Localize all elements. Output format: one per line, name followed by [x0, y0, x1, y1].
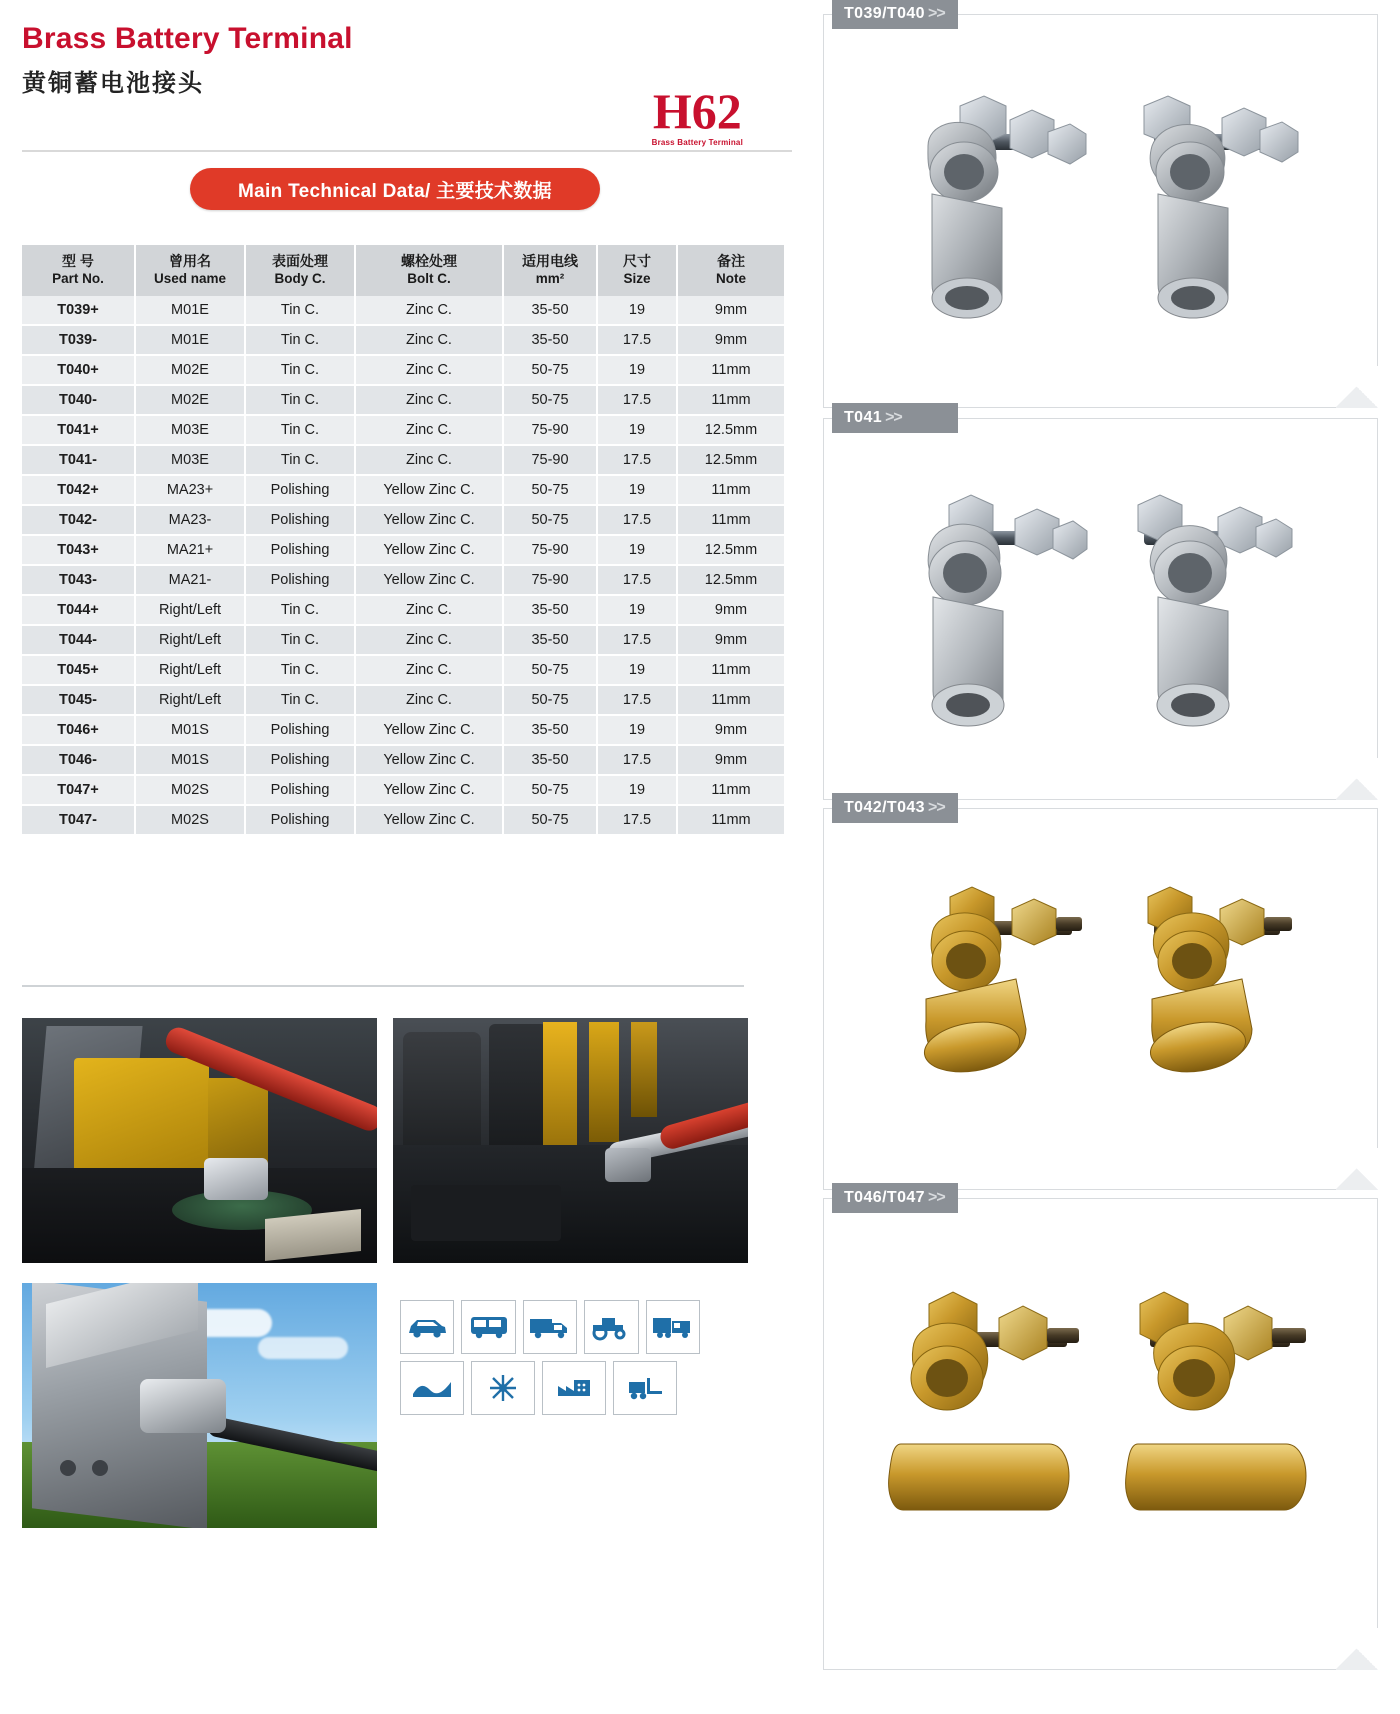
terminal-brass-left — [898, 869, 1088, 1129]
table-row — [22, 655, 784, 685]
right-column — [815, 0, 1400, 1714]
cell-bolt: Yellow Zinc C. — [355, 805, 503, 835]
cell-wire: 35-50 — [503, 625, 597, 655]
cell-bolt: Zinc C. — [355, 655, 503, 685]
cell-note: 11mm — [677, 805, 784, 835]
cell-part: T043- — [22, 565, 135, 595]
terminal-t041-right — [1114, 469, 1299, 749]
col-part-no-en: Part No. — [52, 270, 104, 286]
terminal-images — [824, 1199, 1377, 1669]
cell-part: T044+ — [22, 595, 135, 625]
product-photo-t046-t047 — [823, 1189, 1378, 1670]
cell-part: T043+ — [22, 535, 135, 565]
cell-wire: 50-75 — [503, 685, 597, 715]
cell-wire: 35-50 — [503, 325, 597, 355]
cell-body: Tin C. — [245, 655, 355, 685]
cell-note: 11mm — [677, 385, 784, 415]
solar-star-icon — [471, 1361, 535, 1415]
cell-note: 11mm — [677, 775, 784, 805]
table-row — [22, 805, 784, 835]
cell-size: 17.5 — [597, 565, 677, 595]
col-part-no-cn: 型 号 — [62, 253, 94, 269]
table-row — [22, 685, 784, 715]
cell-body: Polishing — [245, 475, 355, 505]
cell-body: Tin C. — [245, 445, 355, 475]
header-divider — [22, 150, 792, 152]
cell-bolt: Zinc C. — [355, 445, 503, 475]
title-chinese: 黄铜蓄电池接头 — [22, 69, 204, 97]
cell-wire: 50-75 — [503, 805, 597, 835]
cell-note: 11mm — [677, 355, 784, 385]
car-icon — [400, 1300, 454, 1354]
cell-wire: 35-50 — [503, 745, 597, 775]
terminal-brass-right — [1114, 869, 1304, 1129]
cell-note: 9mm — [677, 625, 784, 655]
cell-body: Tin C. — [245, 595, 355, 625]
table-row — [22, 715, 784, 745]
col-bolt-c — [355, 245, 503, 296]
col-used-name — [135, 245, 245, 296]
cell-size: 19 — [597, 415, 677, 445]
cell-size: 19 — [597, 355, 677, 385]
cell-body: Tin C. — [245, 355, 355, 385]
table-row — [22, 535, 784, 565]
cell-wire: 35-50 — [503, 296, 597, 325]
cell-wire: 50-75 — [503, 475, 597, 505]
cell-size: 19 — [597, 715, 677, 745]
cell-note: 9mm — [677, 745, 784, 775]
col-used-name-en: Used name — [153, 270, 227, 286]
cell-wire: 75-90 — [503, 535, 597, 565]
cell-note: 11mm — [677, 685, 784, 715]
cell-used: Right/Left — [135, 655, 245, 685]
cell-part: T047- — [22, 805, 135, 835]
cell-wire: 75-90 — [503, 415, 597, 445]
table-row — [22, 505, 784, 535]
cell-bolt: Yellow Zinc C. — [355, 535, 503, 565]
cell-part: T040+ — [22, 355, 135, 385]
terminal-t046-left — [883, 1274, 1088, 1594]
terminal-t041-left — [903, 469, 1088, 749]
cell-used: Right/Left — [135, 595, 245, 625]
terminal-images — [824, 15, 1377, 407]
product-photo-t041 — [823, 409, 1378, 800]
cell-used: MA23- — [135, 505, 245, 535]
spec-table-wrapper — [22, 245, 758, 836]
cell-size: 19 — [597, 655, 677, 685]
application-icon-grid — [400, 1300, 700, 1422]
forklift-battery-terminal-photo — [22, 1018, 377, 1263]
table-row — [22, 565, 784, 595]
cell-used: M02S — [135, 805, 245, 835]
cell-size: 17.5 — [597, 805, 677, 835]
cell-size: 19 — [597, 475, 677, 505]
spec-table — [22, 245, 784, 836]
cell-bolt: Zinc C. — [355, 355, 503, 385]
col-wire-cn: 适用电线 — [522, 253, 578, 269]
cell-bolt: Yellow Zinc C. — [355, 715, 503, 745]
table-row — [22, 325, 784, 355]
cell-used: M02E — [135, 385, 245, 415]
section-banner — [190, 168, 600, 210]
col-body-c — [245, 245, 355, 296]
cell-bolt: Yellow Zinc C. — [355, 775, 503, 805]
cell-body: Polishing — [245, 565, 355, 595]
cell-part: T047+ — [22, 775, 135, 805]
cell-part: T042- — [22, 505, 135, 535]
panel-tag-label: T046/T047 — [844, 1189, 925, 1206]
cell-body: Polishing — [245, 505, 355, 535]
cell-bolt: Zinc C. — [355, 415, 503, 445]
cell-bolt: Zinc C. — [355, 625, 503, 655]
cell-used: Right/Left — [135, 685, 245, 715]
cell-wire: 75-90 — [503, 445, 597, 475]
cell-size: 17.5 — [597, 625, 677, 655]
product-photo-t039-t040 — [823, 5, 1378, 408]
cell-body: Tin C. — [245, 685, 355, 715]
cell-used: M03E — [135, 415, 245, 445]
material-badge-caption: Brass Battery Terminal — [651, 137, 743, 147]
table-row — [22, 625, 784, 655]
cell-used: M01S — [135, 745, 245, 775]
cell-bolt: Yellow Zinc C. — [355, 745, 503, 775]
cell-part: T041- — [22, 445, 135, 475]
cell-body: Polishing — [245, 535, 355, 565]
application-icon-row-1 — [400, 1300, 700, 1354]
col-wire-en: mm² — [535, 270, 565, 286]
cell-note: 11mm — [677, 505, 784, 535]
chevron-right-icon: >> — [885, 409, 902, 426]
industrial-icon — [542, 1361, 606, 1415]
cell-note: 9mm — [677, 296, 784, 325]
cell-body: Tin C. — [245, 325, 355, 355]
cell-part: T039+ — [22, 296, 135, 325]
cell-used: M02E — [135, 355, 245, 385]
cell-note: 12.5mm — [677, 445, 784, 475]
cell-part: T039- — [22, 325, 135, 355]
cell-size: 19 — [597, 775, 677, 805]
cell-body: Tin C. — [245, 296, 355, 325]
table-header-row — [22, 245, 784, 296]
table-row — [22, 775, 784, 805]
cell-body: Tin C. — [245, 625, 355, 655]
col-note-en: Note — [716, 270, 746, 286]
cell-bolt: Zinc C. — [355, 325, 503, 355]
title-english: Brass Battery Terminal — [22, 22, 353, 55]
cell-body: Polishing — [245, 745, 355, 775]
cell-wire: 50-75 — [503, 355, 597, 385]
table-body — [22, 296, 784, 835]
col-size — [597, 245, 677, 296]
col-wire — [503, 245, 597, 296]
cell-note: 11mm — [677, 475, 784, 505]
cell-used: M02S — [135, 775, 245, 805]
cell-body: Polishing — [245, 805, 355, 835]
cell-note: 12.5mm — [677, 415, 784, 445]
table-row — [22, 415, 784, 445]
table-row — [22, 385, 784, 415]
cell-body: Tin C. — [245, 385, 355, 415]
col-part-no — [22, 245, 135, 296]
chevron-right-icon: >> — [927, 799, 945, 816]
cell-bolt: Zinc C. — [355, 296, 503, 325]
cell-bolt: Zinc C. — [355, 385, 503, 415]
cell-wire: 50-75 — [503, 385, 597, 415]
col-body-c-en: Body C. — [274, 270, 326, 286]
cell-note: 9mm — [677, 715, 784, 745]
cell-used: M01S — [135, 715, 245, 745]
cell-body: Tin C. — [245, 415, 355, 445]
cell-part: T045- — [22, 685, 135, 715]
panel-tag-label: T041 — [844, 409, 883, 426]
cell-size: 17.5 — [597, 445, 677, 475]
cell-wire: 50-75 — [503, 655, 597, 685]
battery-outdoor-photo — [22, 1283, 377, 1528]
cell-part: T040- — [22, 385, 135, 415]
cell-bolt: Zinc C. — [355, 685, 503, 715]
cell-note: 12.5mm — [677, 535, 784, 565]
cell-used: M01E — [135, 296, 245, 325]
table-row — [22, 445, 784, 475]
bus-icon — [461, 1300, 515, 1354]
cell-size: 19 — [597, 535, 677, 565]
terminal-tin-left — [898, 76, 1088, 346]
terminal-t046-right — [1114, 1274, 1319, 1594]
col-body-c-cn: 表面处理 — [272, 253, 328, 269]
cell-body: Polishing — [245, 715, 355, 745]
table-row — [22, 355, 784, 385]
material-badge — [651, 83, 743, 147]
cell-wire: 35-50 — [503, 715, 597, 745]
chevron-right-icon: >> — [927, 5, 945, 22]
panel-tag-label: T042/T043 — [844, 799, 925, 816]
marine-wave-icon — [400, 1361, 464, 1415]
tractor-icon — [584, 1300, 638, 1354]
col-bolt-c-en: Bolt C. — [407, 270, 451, 286]
col-size-en: Size — [623, 270, 651, 286]
cell-size: 19 — [597, 595, 677, 625]
section-banner-label: Main Technical Data/ 主要技术数据 — [238, 180, 552, 202]
cell-part: T042+ — [22, 475, 135, 505]
cell-body: Polishing — [245, 775, 355, 805]
material-badge-code: H62 — [652, 83, 742, 139]
heavy-truck-icon — [646, 1300, 700, 1354]
terminal-images — [824, 809, 1377, 1189]
cell-note: 9mm — [677, 325, 784, 355]
cell-part: T044- — [22, 625, 135, 655]
cell-used: MA21+ — [135, 535, 245, 565]
cell-wire: 75-90 — [503, 565, 597, 595]
terminal-tin-right — [1114, 76, 1304, 346]
cell-part: T045+ — [22, 655, 135, 685]
table-bottom-divider — [22, 985, 744, 987]
chevron-right-icon: >> — [927, 1189, 945, 1206]
cell-part: T046+ — [22, 715, 135, 745]
cell-size: 17.5 — [597, 505, 677, 535]
cell-wire: 50-75 — [503, 505, 597, 535]
cell-used: MA23+ — [135, 475, 245, 505]
cell-size: 17.5 — [597, 685, 677, 715]
cell-wire: 50-75 — [503, 775, 597, 805]
product-photo-t042-t043 — [823, 799, 1378, 1190]
page-title — [22, 22, 353, 98]
table-row — [22, 296, 784, 325]
cell-used: MA21- — [135, 565, 245, 595]
col-note-cn: 备注 — [717, 253, 745, 269]
col-bolt-c-cn: 螺栓处理 — [401, 253, 457, 269]
table-row — [22, 475, 784, 505]
cell-used: M01E — [135, 325, 245, 355]
table-row — [22, 595, 784, 625]
cell-part: T046- — [22, 745, 135, 775]
cell-part: T041+ — [22, 415, 135, 445]
panel-tag-label: T039/T040 — [844, 5, 925, 22]
wrench-on-battery-terminal-photo — [393, 1018, 748, 1263]
col-used-name-cn: 曾用名 — [169, 253, 211, 269]
cell-note: 12.5mm — [677, 565, 784, 595]
table-row — [22, 745, 784, 775]
cell-size: 17.5 — [597, 325, 677, 355]
terminal-images — [824, 419, 1377, 799]
cell-used: M03E — [135, 445, 245, 475]
truck-icon — [523, 1300, 577, 1354]
col-note — [677, 245, 784, 296]
cell-wire: 35-50 — [503, 595, 597, 625]
cell-bolt: Yellow Zinc C. — [355, 505, 503, 535]
cell-bolt: Zinc C. — [355, 595, 503, 625]
application-icon-row-2 — [400, 1361, 700, 1415]
cell-bolt: Yellow Zinc C. — [355, 565, 503, 595]
cell-size: 19 — [597, 296, 677, 325]
cell-bolt: Yellow Zinc C. — [355, 475, 503, 505]
cell-size: 17.5 — [597, 745, 677, 775]
cell-size: 17.5 — [597, 385, 677, 415]
cell-used: Right/Left — [135, 625, 245, 655]
col-size-cn: 尺寸 — [623, 253, 651, 269]
cell-note: 11mm — [677, 655, 784, 685]
forklift-icon — [613, 1361, 677, 1415]
cell-note: 9mm — [677, 595, 784, 625]
